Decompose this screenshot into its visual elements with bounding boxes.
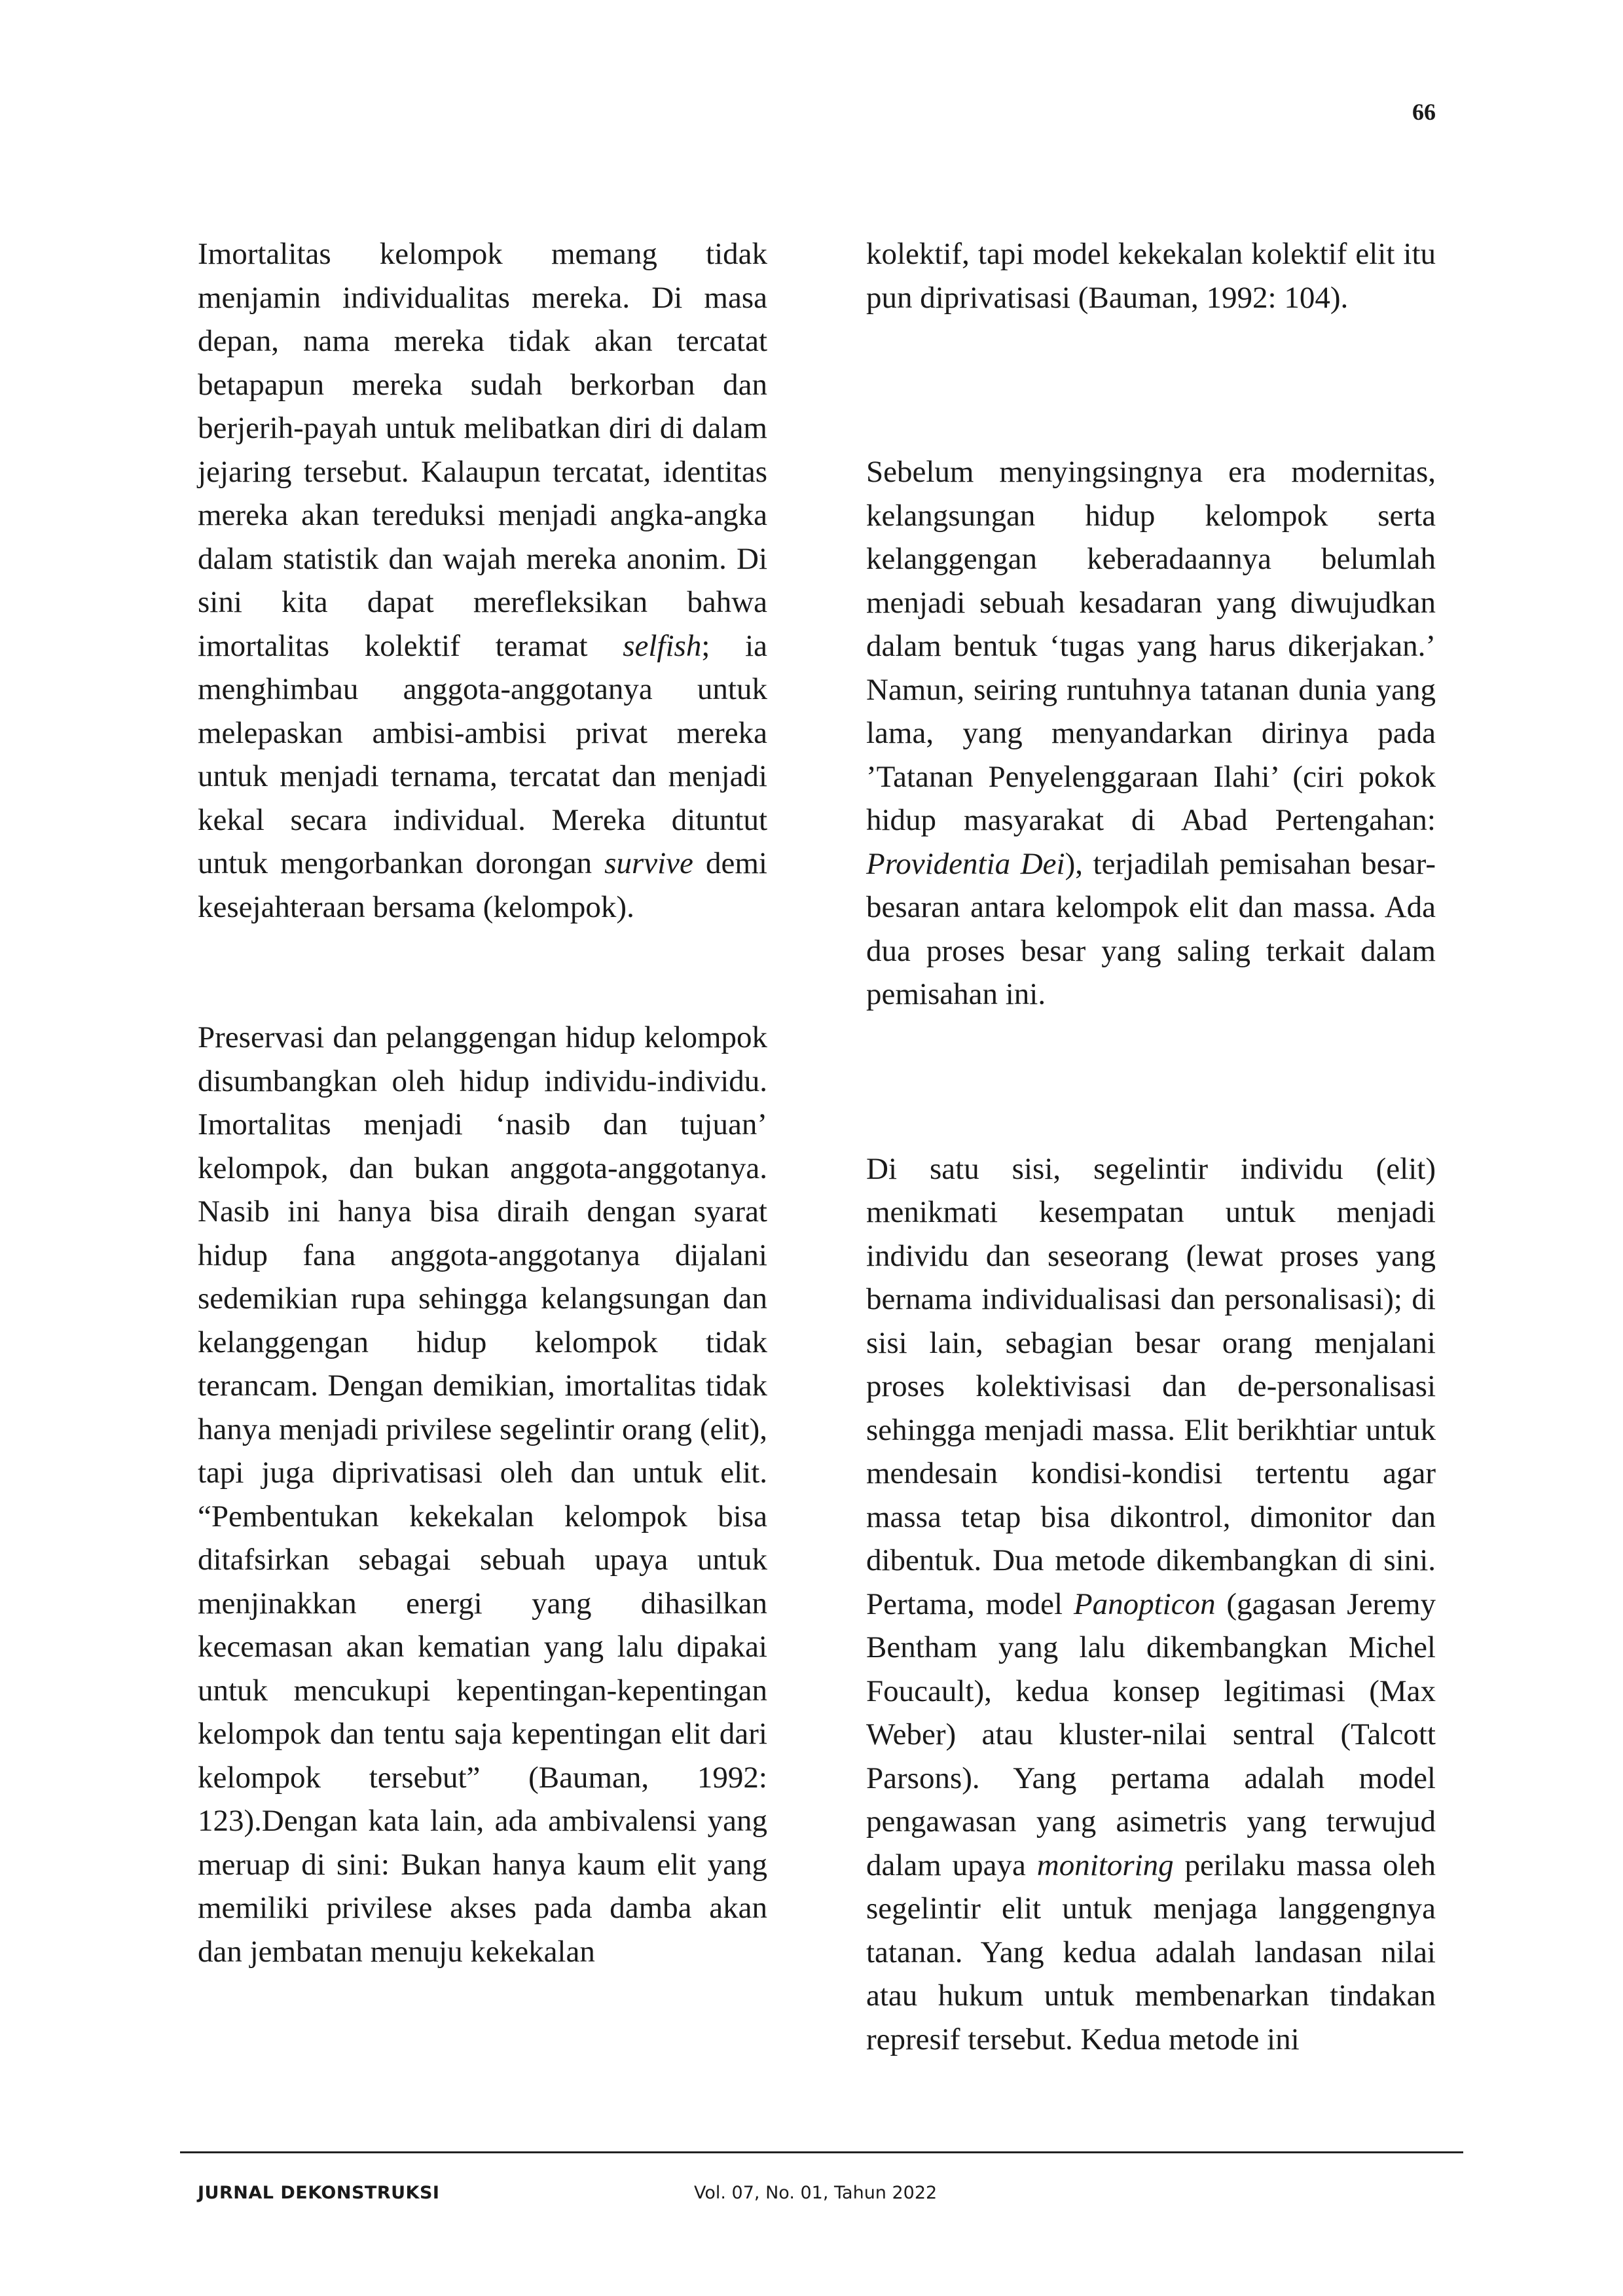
italic-term-survive: survive xyxy=(604,846,693,880)
paragraph-spacer xyxy=(866,1016,1436,1147)
italic-term-providentia-dei: Providentia Dei xyxy=(866,846,1065,881)
paragraph-text: demi kesejahteraan bersama (kelompok). xyxy=(198,846,767,924)
page-number: 66 xyxy=(1412,99,1436,125)
paragraph-spacer xyxy=(866,319,1436,450)
paragraph-imortalitas xyxy=(198,232,767,929)
footer-volume-info: Vol. 07, No. 01, Tahun 2022 xyxy=(694,2183,938,2203)
paragraph-modernitas xyxy=(866,450,1436,1016)
paragraph-text: (gagasan Jeremy Bentham yang lalu dikembangkan Michel Foucault), kedua konsep legitimasi (Max Weber) atau kluster-nilai sentral (Talcott Parsons). Yang pertama adalah model pengawasan yang asimetris yang terwujud dalam upaya xyxy=(866,1587,1436,1882)
paragraph-spacer xyxy=(198,929,767,1016)
paragraph-text: Sebelum menyingsingnya era modernitas, kelangsungan hidup kelompok serta kelanggengan keberadaannya belumlah menjadi sebuah kesadaran yang diwujudkan dalam bentuk ‘tugas yang harus dikerjakan.’ Namun, seiring runtuhnya tatanan dunia yang lama, yang menyandarkan dirinya pada ’Tatanan Penyelenggaraan Ilahi’ (ciri pokok hidup masyarakat di Abad Pertengahan: xyxy=(866,455,1436,837)
paragraph-preservasi: Preservasi dan pelanggengan hidup kelompok disumbangkan oleh hidup individu-individu. Imortalitas menjadi ‘nasib dan tujuan’ kelompok, dan bukan anggota-anggotanya. Nasib ini hanya bisa diraih dengan syarat hidup fana anggota-anggotanya dijalani sedemikian rupa sehingga kelangsungan dan kelanggengan hidup kelompok tidak terancam. Dengan demikian, imortalitas tidak hanya menjadi privilese segelintir orang (elit), tapi juga diprivatisasi oleh dan untuk elit. “Pembentukan kekekalan kelompok bisa ditafsirkan sebagai sebuah upaya untuk menjinakkan energi yang dihasilkan kecemasan akan kematian yang lalu dipakai untuk mencukupi kepentingan-kepentingan kelompok dan tentu saja kepentingan elit dari kelompok tersebut” (Bauman, 1992: 123).Dengan kata lain, ada ambivalensi yang meruap di sini: Bukan hanya kaum elit yang memiliki privilese akses pada damba akan dan jembatan menuju kekekalan xyxy=(198,1020,767,1969)
footer-divider xyxy=(180,2151,1463,2153)
paragraph-text: ; ia menghimbau anggota-anggotanya untuk melepaskan ambisi-ambisi privat mereka untuk menjadi ternama, tercatat dan menjadi kekal secara individual. Mereka dituntut untuk mengorbankan dorongan xyxy=(198,628,768,880)
left-column xyxy=(198,232,767,1973)
footer-journal-name: JURNAL DEKONSTRUKSI xyxy=(198,2183,440,2203)
paragraph-text: Imortalitas kelompok memang tidak menjamin individualitas mereka. Di masa depan, nama mereka tidak akan tercatat betapapun mereka sudah berkorban dan berjerih-payah untuk melibatkan diri di dalam jejaring tersebut. Kalaupun tercatat, identitas mereka akan tereduksi menjadi angka-angka dalam statistik dan wajah mereka anonim. Di sini kita dapat merefleksikan bahwa imortalitas kolektif teramat xyxy=(198,237,767,663)
italic-term-panopticon: Panopticon xyxy=(1073,1587,1216,1621)
paragraph-text: perilaku massa oleh segelintir elit untuk menjaga langgengnya tatanan. Yang kedua adalah landasan nilai atau hukum untuk membenarkan tindakan represif tersebut. Kedua metode ini xyxy=(866,1848,1436,2056)
italic-term-selfish: selfish xyxy=(623,628,702,663)
right-column xyxy=(866,232,1436,2061)
paragraph-text: Di satu sisi, segelintir individu (elit) menikmati kesempatan untuk menjadi individu dan seseorang (lewat proses yang bernama individualisasi dan personalisasi); di sisi lain, sebagian besar orang menjalani proses kolektivisasi dan de-personalisasi sehingga menjadi massa. Elit berikhtiar untuk mendesain kondisi-kondisi tertentu agar massa tetap bisa dikontrol, dimonitor dan dibentuk. Dua metode dikembangkan di sini. Pertama, model xyxy=(866,1151,1436,1621)
paragraph-continuation: kolektif, tapi model kekekalan kolektif elit itu pun diprivatisasi (Bauman, 1992: 104). xyxy=(866,237,1436,315)
italic-term-monitoring: monitoring xyxy=(1036,1848,1174,1882)
paragraph-text: ), terjadilah pemisahan besar-besaran antara kelompok elit dan massa. Ada dua proses besar yang saling terkait dalam pemisahan ini. xyxy=(866,846,1436,1011)
paragraph-elit-massa xyxy=(866,1147,1436,2062)
